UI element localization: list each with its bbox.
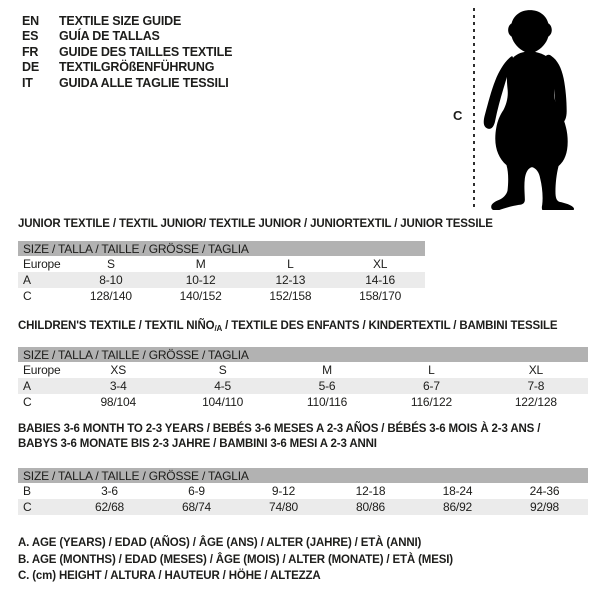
size-cell: XS	[110, 363, 126, 377]
row-label: Europe	[23, 257, 61, 271]
legend-line-b: B. AGE (MONTHS) / EDAD (MESES) / ÂGE (MOIS) / ALTER (MONATE) / ETÀ (MESI)	[18, 553, 453, 566]
title-line-1: BABIES 3-6 MONTH TO 2-3 YEARS / BEBÉS 3-6 MESES A 2-3 AÑOS / BÉBÉS 3-6 MOIS À 2-3 ANS /	[18, 423, 541, 435]
table-row-age-months	[18, 483, 588, 499]
title-part: CHILDREN'S TEXTILE / TEXTIL NIÑO	[18, 320, 215, 332]
height-cell: 86/92	[442, 500, 473, 514]
height-dotted-line	[473, 8, 475, 208]
lang-label: GUIDA ALLE TAGLIE TESSILI	[59, 75, 229, 90]
height-cell: 74/80	[268, 500, 299, 514]
size-header-bar: SIZE / TALLA / TAILLE / GRÖSSE / TAGLIA	[18, 241, 425, 256]
size-cell: M	[195, 257, 206, 271]
lang-code: IT	[22, 75, 33, 90]
age-cell: 10-12	[185, 273, 216, 287]
height-cell: 140/152	[179, 289, 222, 303]
lang-row-en	[22, 13, 232, 29]
babies-table-title	[18, 422, 584, 452]
height-cell: 116/122	[410, 395, 452, 409]
table-row-age	[18, 378, 588, 394]
lang-label: GUÍA DE TALLAS	[59, 29, 160, 44]
lang-label: TEXTILE SIZE GUIDE	[59, 13, 182, 28]
lang-label: TEXTILGRÖßENFÜHRUNG	[59, 60, 215, 75]
title-line-2: BABYS 3-6 MONATE BIS 2-3 JAHRE / BAMBINI 3-6 MESI A 2-3 ANNI	[18, 438, 377, 450]
age-cell: 5-6	[318, 379, 336, 393]
children-table	[18, 347, 588, 410]
legend-line-c: C. (cm) HEIGHT / ALTURA / HAUTEUR / HÖHE / ALTEZZA	[18, 570, 321, 582]
age-cell: 12-18	[355, 484, 386, 498]
age-cell: 12-13	[275, 273, 306, 287]
table-row-europe	[18, 362, 588, 378]
size-cell: L	[428, 363, 435, 377]
lang-row-fr	[22, 44, 232, 60]
row-label: C	[23, 500, 32, 514]
children-table-title	[18, 320, 557, 333]
row-label: Europe	[23, 363, 61, 377]
table-row-height	[18, 394, 588, 410]
height-cell: 62/68	[94, 500, 125, 514]
title-part: / TEXTILE DES ENFANTS / KINDERTEXTIL / BAMBINI TESSILE	[222, 320, 558, 332]
measurement-legend	[18, 535, 453, 585]
size-header-bar: SIZE / TALLA / TAILLE / GRÖSSE / TAGLIA	[18, 468, 588, 483]
size-cell: S	[218, 363, 227, 377]
age-cell: 8-10	[99, 273, 123, 287]
title-subscript: /A	[214, 324, 223, 333]
height-measure-label: C	[453, 108, 463, 123]
row-label: C	[23, 289, 32, 303]
lang-code: ES	[22, 29, 39, 44]
toddler-silhouette-icon	[481, 6, 583, 210]
age-cell: 3-4	[109, 379, 127, 393]
lang-row-it	[22, 75, 232, 91]
age-cell: 9-12	[271, 484, 296, 498]
lang-code: DE	[22, 60, 39, 75]
lang-code: EN	[22, 13, 39, 28]
lang-row-es	[22, 29, 232, 45]
row-label: C	[23, 395, 32, 409]
age-cell: 3-6	[101, 484, 118, 498]
row-label: A	[23, 273, 31, 287]
height-cell: 122/128	[514, 395, 557, 409]
legend-line-a: A. AGE (YEARS) / EDAD (AÑOS) / ÂGE (ANS) / ALTER (JAHRE) / ETÀ (ANNI)	[18, 537, 422, 549]
age-cell: 7-8	[527, 379, 545, 393]
age-cell: 4-5	[214, 379, 231, 393]
babies-table	[18, 468, 588, 515]
table-row-age	[18, 272, 425, 288]
size-cell: L	[287, 257, 294, 271]
height-cell: 152/158	[269, 289, 312, 303]
size-cell: XL	[528, 363, 543, 377]
table-row-height	[18, 499, 588, 515]
size-cell: XL	[372, 257, 388, 271]
junior-table	[18, 241, 425, 304]
lang-row-de	[22, 60, 232, 76]
junior-table-title: JUNIOR TEXTILE / TEXTIL JUNIOR/ TEXTILE JUNIOR / JUNIORTEXTIL / JUNIOR TESSILE	[18, 218, 493, 230]
language-list	[22, 13, 232, 91]
lang-code: FR	[22, 44, 39, 59]
age-cell: 6-9	[188, 484, 205, 498]
size-header-bar: SIZE / TALLA / TAILLE / GRÖSSE / TAGLIA	[18, 347, 588, 362]
height-cell: 110/116	[306, 395, 348, 409]
height-cell: 158/170	[359, 289, 402, 303]
table-row-europe	[18, 256, 425, 272]
age-cell: 6-7	[423, 379, 440, 393]
age-cell: 24-36	[529, 484, 560, 498]
age-cell: 14-16	[365, 273, 395, 287]
height-cell: 98/104	[100, 395, 136, 409]
table-row-height	[18, 288, 425, 304]
height-cell: 104/110	[202, 395, 244, 409]
size-cell: S	[106, 257, 115, 271]
age-cell: 18-24	[442, 484, 473, 498]
row-label: A	[23, 379, 31, 393]
lang-label: GUIDE DES TAILLES TEXTILE	[59, 44, 233, 59]
height-cell: 128/140	[89, 289, 132, 303]
height-cell: 80/86	[355, 500, 386, 514]
height-cell: 68/74	[181, 500, 212, 514]
size-cell: M	[322, 363, 332, 377]
row-label: B	[23, 484, 31, 498]
height-cell: 92/98	[529, 500, 560, 514]
